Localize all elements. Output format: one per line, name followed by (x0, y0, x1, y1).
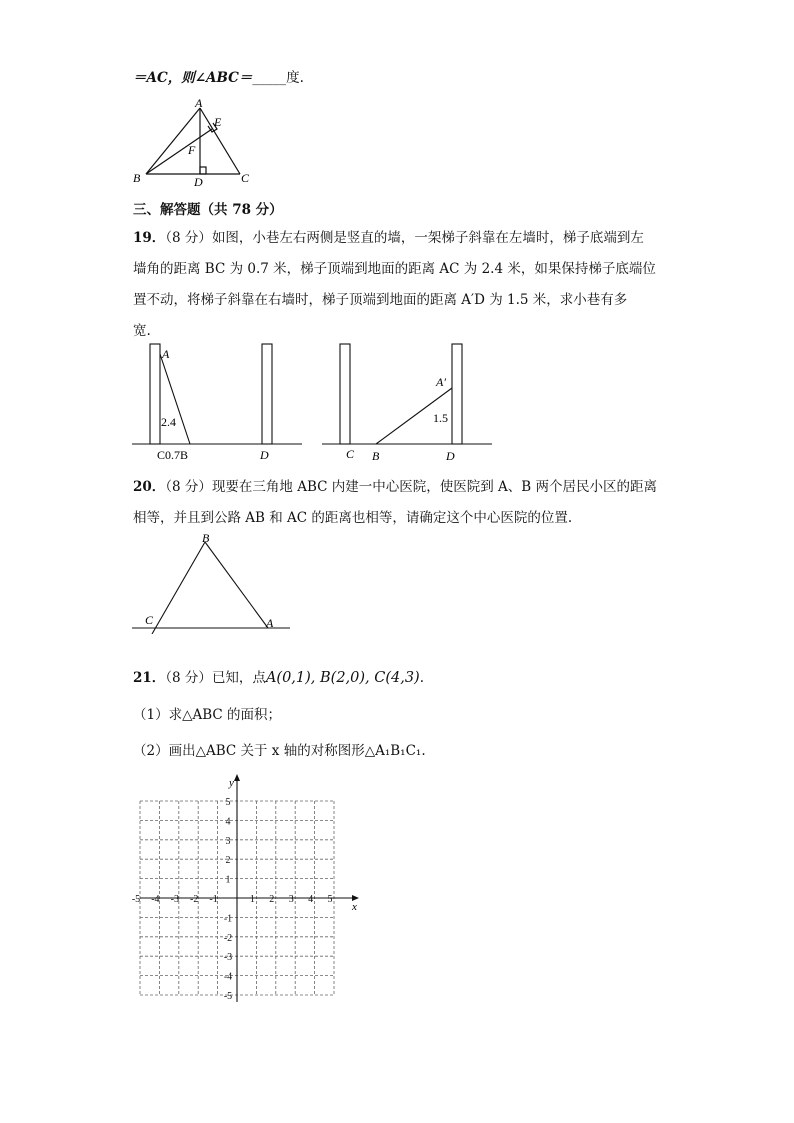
label-a: A (266, 616, 274, 630)
q21-intro: 已知，点 (211, 670, 266, 686)
x-tick-label: 4 (308, 894, 314, 905)
right-angle-d (200, 167, 206, 174)
y-tick-label: -1 (223, 913, 233, 925)
segment-ab (146, 108, 200, 174)
label-e: E (214, 115, 222, 129)
x-tick-label: -1 (209, 894, 218, 905)
q21-number: 21． (133, 670, 166, 686)
left-wall (340, 344, 350, 444)
x-tick-label: -5 (131, 894, 141, 905)
length-ad: 1.5 (433, 411, 448, 425)
q20-text1: 现要在三角地 ABC 内建一中心医院，使医院到 A、B 两个居民小区的距离 (211, 479, 658, 495)
q21-sub2: （2）画出△ABC 关于 x 轴的对称图形△A₁B₁C₁. (133, 743, 426, 759)
segment-ab (205, 542, 268, 628)
q18-blank: _____ (252, 70, 287, 86)
left-wall (150, 344, 160, 444)
ladder-left (160, 354, 190, 444)
q18-unit: 度. (286, 70, 304, 86)
label-c: C (241, 171, 250, 185)
y-tick-label: -3 (223, 952, 233, 964)
x-tick-label: 5 (327, 894, 333, 905)
q21-score: （8 分） (165, 670, 212, 686)
label-f: F (188, 143, 196, 157)
q20-number: 20． (133, 479, 166, 495)
label-b: B (372, 449, 380, 463)
q18-triangle-figure (128, 96, 258, 188)
y-tick-label: 4 (225, 816, 231, 828)
x-tick-labels (132, 894, 333, 905)
q19-left-figure (132, 342, 304, 464)
label-a-prime: A′ (436, 375, 446, 389)
x-axis-label: x (352, 901, 357, 913)
x-tick-label: 3 (288, 894, 294, 905)
q19-line2: 墙角的距离 BC 为 0.7 米，梯子顶端到地面的距离 AC 为 2.4 米，如果保持梯子底端位 (133, 261, 656, 277)
label-a: A (195, 96, 203, 110)
y-tick-label: -4 (223, 971, 233, 983)
q20-score: （8 分） (165, 479, 212, 495)
y-tick-label: 1 (225, 874, 231, 886)
label-c: C (346, 447, 355, 461)
road-bc (152, 542, 205, 634)
label-c: C (145, 613, 154, 627)
label-c-bc-b: C0.7B (157, 448, 189, 462)
label-d: D (194, 175, 203, 188)
y-tick-label: -2 (223, 932, 233, 944)
q20-line2: 相等，并且到公路 AB 和 AC 的距离也相等，请确定这个中心医院的位置. (133, 510, 573, 526)
label-b: B (202, 531, 210, 545)
y-tick-label: 3 (225, 835, 231, 847)
q21-line1 (133, 666, 424, 686)
y-tick-label: 5 (225, 797, 231, 808)
right-wall (262, 344, 272, 444)
q20-line1 (133, 475, 657, 495)
coordinate-grid (130, 772, 370, 1012)
q19-line1 (133, 226, 644, 246)
q19-text1: 如图，小巷左右两侧是竖直的墙，一架梯子斜靠在左墙时，梯子底端到左 (211, 230, 644, 246)
q21-end: . (419, 670, 425, 686)
x-tick-label: -4 (151, 894, 160, 905)
x-tick-label: 2 (269, 894, 275, 905)
label-d: D (446, 449, 455, 463)
label-b: B (133, 171, 141, 185)
y-axis-label: y (229, 777, 234, 789)
length-ac: 2.4 (161, 415, 176, 429)
q19-number: 19． (133, 230, 166, 246)
x-tick-label: -2 (190, 894, 199, 905)
y-tick-label: -5 (223, 991, 233, 1002)
right-wall (452, 344, 462, 444)
q21-points: A(0,1), B(2,0), C(4,3) (265, 670, 420, 686)
q18-text: ＝AC，则∠ABC＝ (133, 70, 253, 86)
q20-figure (130, 530, 295, 634)
y-tick-labels (224, 797, 232, 1002)
q19-line3: 置不动，将梯子斜靠在右墙时，梯子顶端到地面的距离 A′D 为 1.5 米，求小巷有多 (133, 292, 628, 308)
q21-sub1: （1）求△ABC 的面积； (133, 707, 282, 723)
y-axis-arrow-icon (234, 774, 240, 781)
x-tick-label: 1 (249, 894, 255, 905)
label-d: D (260, 448, 269, 462)
q18-fragment (133, 66, 304, 86)
section-title: 三、解答题（共 78 分） (133, 202, 283, 218)
x-tick-label: -3 (170, 894, 179, 905)
q19-score: （8 分） (165, 230, 212, 246)
y-tick-label: 2 (225, 855, 231, 867)
q19-right-figure (322, 342, 494, 464)
q19-line4: 宽. (133, 323, 151, 339)
label-a: A (162, 347, 170, 361)
